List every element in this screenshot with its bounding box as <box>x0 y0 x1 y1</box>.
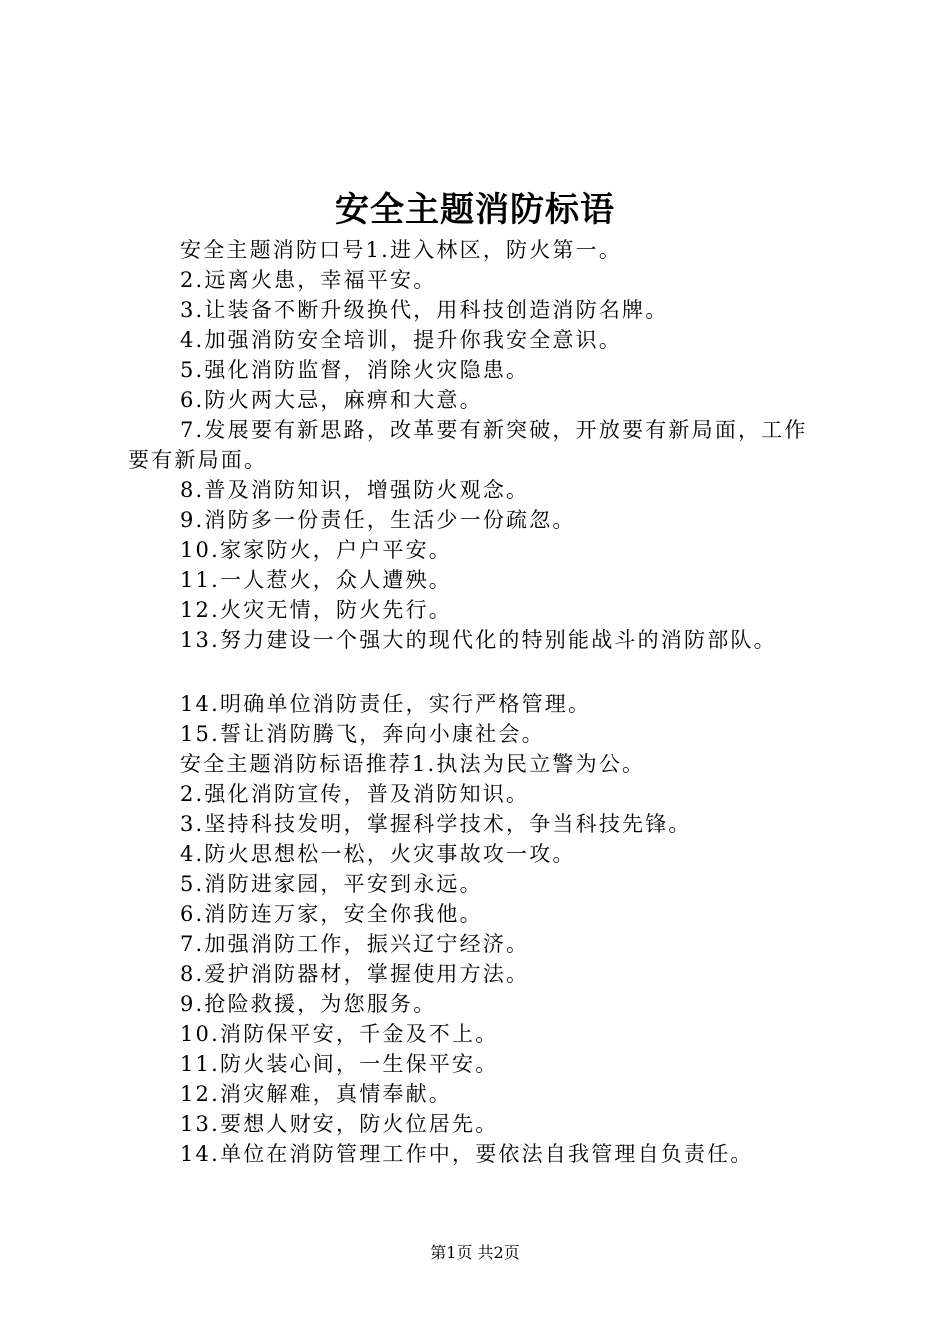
blank-line <box>128 655 828 689</box>
paragraph: 9.消防多一份责任，生活少一份疏忽。 <box>180 508 576 532</box>
paragraph: 4.防火思想松一松，火灾事故攻一攻。 <box>180 842 576 866</box>
paragraph: 10.家家防火，户户平安。 <box>180 538 452 562</box>
paragraph: 8.普及消防知识，增强防火观念。 <box>180 478 530 502</box>
paragraph: 10.消防保平安，千金及不上。 <box>180 1022 499 1046</box>
paragraph: 安全主题消防口号1.进入林区，防火第一。 <box>180 238 623 262</box>
paragraph: 13.努力建设一个强大的现代化的特别能战斗的消防部队。 <box>180 628 777 652</box>
paragraph: 15.誓让消防腾飞，奔向小康社会。 <box>180 722 545 746</box>
paragraph: 3.坚持科技发明，掌握科学技术，争当科技先锋。 <box>180 812 692 836</box>
paragraph: 11.防火装心间，一生保平安。 <box>180 1052 499 1076</box>
paragraph: 4.加强消防安全培训，提升你我安全意识。 <box>180 328 623 352</box>
paragraph: 2.远离火患，幸福平安。 <box>180 268 437 292</box>
paragraph: 5.强化消防监督，消除火灾隐患。 <box>180 358 530 382</box>
paragraph: 6.消防连万家，安全你我他。 <box>180 902 483 926</box>
document-body <box>128 235 828 1169</box>
document-title: 安全主题消防标语 <box>335 190 615 230</box>
paragraph: 2.强化消防宣传，普及消防知识。 <box>180 782 530 806</box>
paragraph: 8.爱护消防器材，掌握使用方法。 <box>180 962 530 986</box>
paragraph: 9.抢险救援，为您服务。 <box>180 992 437 1016</box>
page-footer: 第1页 共2页 <box>430 1243 520 1262</box>
paragraph: 7.加强消防工作，振兴辽宁经济。 <box>180 932 530 956</box>
paragraph: 12.消灾解难，真情奉献。 <box>180 1082 452 1106</box>
paragraph: 14.明确单位消防责任，实行严格管理。 <box>180 692 592 716</box>
paragraph: 7.发展要有新思路，改革要有新突破，开放要有新局面，工作要有新局面。 <box>128 418 808 472</box>
paragraph: 5.消防进家园，平安到永远。 <box>180 872 483 896</box>
paragraph: 6.防火两大忌，麻痹和大意。 <box>180 388 483 412</box>
paragraph: 11.一人惹火，众人遭殃。 <box>180 568 452 592</box>
paragraph: 3.让装备不断升级换代，用科技创造消防名牌。 <box>180 298 669 322</box>
paragraph: 13.要想人财安，防火位居先。 <box>180 1112 499 1136</box>
paragraph: 14.单位在消防管理工作中，要依法自我管理自负责任。 <box>180 1142 754 1166</box>
paragraph: 安全主题消防标语推荐1.执法为民立警为公。 <box>180 752 646 776</box>
paragraph: 12.火灾无情，防火先行。 <box>180 598 452 622</box>
